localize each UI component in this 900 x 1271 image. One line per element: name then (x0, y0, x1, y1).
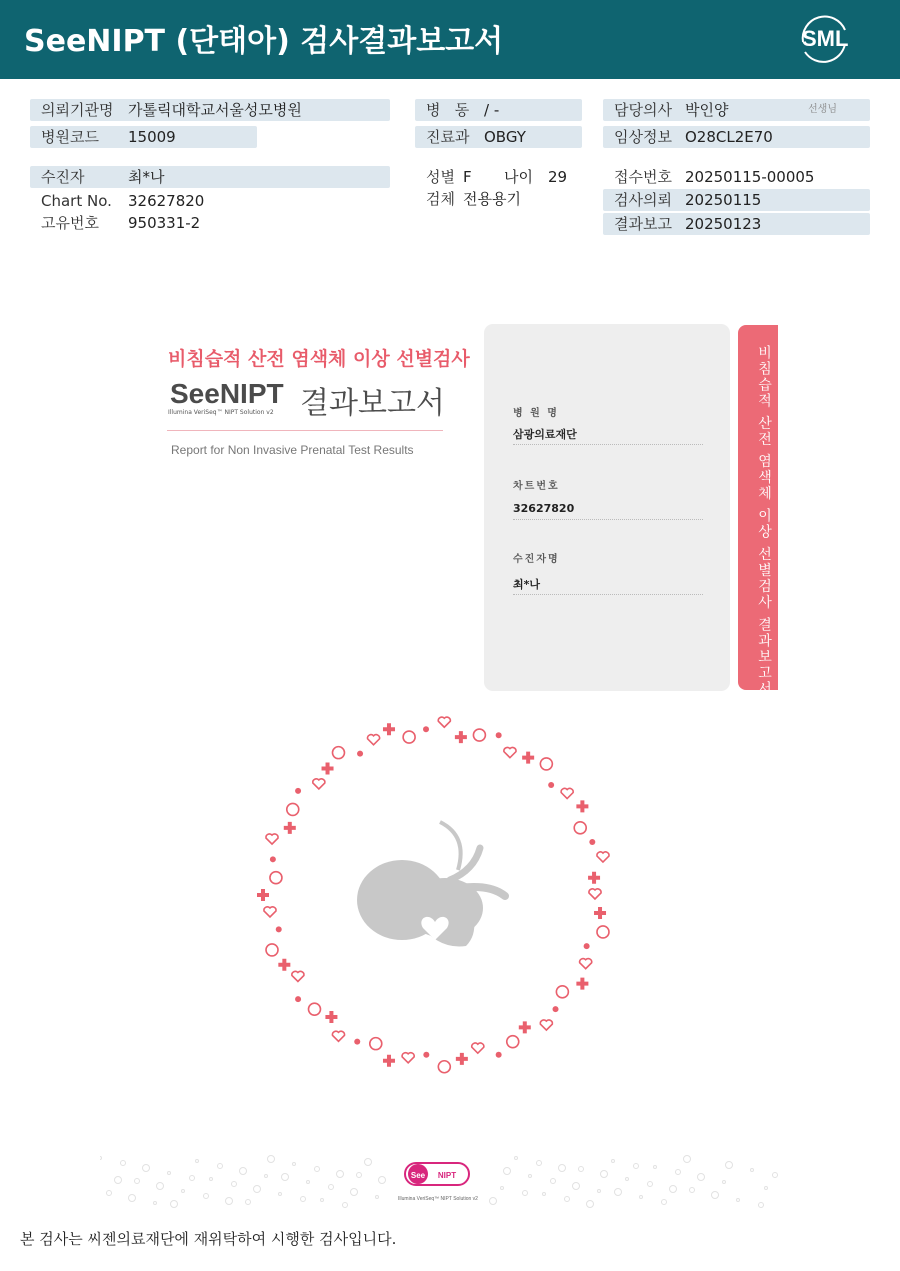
fetus-illustration (357, 822, 505, 947)
pattern-dot (698, 1174, 705, 1181)
pattern-dot (598, 1190, 601, 1193)
heart-icon (504, 748, 516, 758)
pattern-dot (337, 1171, 344, 1178)
heart-icon (266, 834, 278, 844)
pattern-dot (751, 1169, 754, 1172)
dot-icon (423, 1052, 429, 1058)
heart-icon (540, 1020, 552, 1030)
doctor-value: 박인양 (685, 101, 729, 119)
circle-icon (597, 926, 609, 938)
pattern-dot (154, 1202, 157, 1205)
pattern-dot (107, 1191, 112, 1196)
medical-cross-icon (325, 1011, 337, 1023)
pattern-dot (293, 1163, 296, 1166)
pattern-dot (254, 1186, 261, 1193)
ward-value: / - (484, 101, 500, 119)
dot-icon (357, 751, 363, 757)
pattern-dot (765, 1187, 768, 1190)
pattern-dot (379, 1177, 386, 1184)
footer-pattern-band (100, 1152, 780, 1212)
dot-icon (548, 782, 554, 788)
department-label: 진료과 (426, 128, 470, 146)
footer-logo-subtitle: Illumina VeriSeq™ NIPT Solution v2 (398, 1196, 478, 1202)
report-title-ko: 결과보고서 (300, 386, 445, 421)
card-patient-value: 최*나 (513, 578, 541, 591)
patient-field (30, 166, 390, 188)
medical-cross-icon (576, 800, 588, 812)
medical-cross-icon (594, 907, 606, 919)
heart-icon (332, 1031, 344, 1041)
pattern-dot (226, 1198, 233, 1205)
medical-cross-icon (257, 889, 269, 901)
pattern-dot (759, 1203, 764, 1208)
circle-icon (507, 1036, 519, 1048)
pattern-dot (648, 1182, 653, 1187)
dot-icon (423, 726, 429, 732)
pattern-dot (343, 1203, 348, 1208)
cover-title-ko: 비침습적 산전 염색체 이상 선별검사 (168, 348, 470, 370)
report-header (0, 0, 900, 79)
request-date-value: 20250115 (685, 191, 762, 209)
age-label: 나이 (504, 168, 533, 186)
specimen-value: 전용용기 (463, 190, 521, 208)
card-hospital-value: 삼광의료재단 (513, 428, 577, 441)
pattern-dot (670, 1186, 677, 1193)
pattern-dot (182, 1190, 185, 1193)
circle-icon (308, 1003, 320, 1015)
pattern-dot (515, 1157, 518, 1160)
seenipt-brand: SeeNIPT (170, 378, 284, 409)
pattern-dot (100, 1157, 102, 1160)
doctor-label: 담당의사 (614, 101, 672, 119)
sml-logo-text: SML (802, 26, 849, 51)
unique-no-field (30, 212, 390, 234)
doctor-field (603, 99, 870, 121)
medical-cross-icon (588, 872, 600, 884)
circle-icon (574, 822, 586, 834)
pattern-dot (329, 1185, 334, 1190)
pattern-dot (723, 1181, 726, 1184)
department-field (415, 126, 582, 148)
dot-icon (354, 1039, 360, 1045)
heart-icon (472, 1043, 484, 1053)
circle-icon (540, 758, 552, 770)
pattern-dot (190, 1176, 195, 1181)
heart-icon (264, 907, 276, 917)
footer-logo-nipt: NIPT (437, 1171, 457, 1180)
ward-field (415, 99, 582, 121)
circle-icon (287, 803, 299, 815)
sex-age-field (415, 166, 582, 188)
receipt-no-value: 20250115-00005 (685, 168, 815, 186)
medical-cross-icon (522, 752, 534, 764)
pattern-dot (612, 1160, 615, 1163)
report-title: SeeNIPT (단태아) 검사결과보고서 (24, 24, 504, 59)
sex-label: 성별 (426, 168, 455, 186)
circle-icon (332, 747, 344, 759)
heart-icon (438, 717, 450, 727)
pattern-dot (307, 1181, 310, 1184)
pattern-dot (240, 1168, 247, 1175)
pattern-dot (351, 1189, 358, 1196)
pattern-dot (268, 1156, 275, 1163)
heart-icon (597, 852, 609, 862)
medical-cross-icon (455, 731, 467, 743)
pattern-dot (246, 1200, 251, 1205)
chart-no-value: 32627820 (128, 192, 205, 210)
card-patient-label: 수진자명 (513, 554, 560, 565)
specimen-label: 검체 (426, 190, 455, 208)
heart-icon (561, 788, 573, 798)
pattern-dot (501, 1187, 504, 1190)
pattern-dot (529, 1175, 532, 1178)
circle-icon (370, 1038, 382, 1050)
medical-cross-icon (383, 1055, 395, 1067)
footer-note: 본 검사는 씨젠의료재단에 재위탁하여 시행한 검사입니다. (20, 1230, 397, 1248)
institution-value: 가톨릭대학교서울성모병원 (128, 101, 302, 119)
clinical-info-field (603, 126, 870, 148)
pattern-dot (282, 1174, 289, 1181)
pattern-dot (737, 1199, 740, 1202)
medical-cross-icon (576, 978, 588, 990)
institution-label: 의뢰기관명 (41, 101, 114, 119)
side-tab-text: 비침습적 산전 염색체 이상 선별검사 결과보고서 (756, 345, 772, 698)
pattern-dot (634, 1164, 639, 1169)
heart-icon (402, 1053, 414, 1063)
pattern-dot (135, 1179, 140, 1184)
pattern-dot (121, 1161, 126, 1166)
pattern-dot (601, 1171, 608, 1178)
age-value: 29 (548, 168, 568, 186)
request-date-label: 검사의뢰 (614, 191, 672, 209)
pattern-dot (543, 1193, 546, 1196)
pattern-dot (676, 1170, 681, 1175)
heart-icon (580, 959, 592, 969)
card-divider (513, 519, 703, 520)
pattern-dot (196, 1160, 199, 1163)
pattern-dot (662, 1200, 667, 1205)
medical-cross-icon (383, 723, 395, 735)
medical-cross-icon (322, 762, 334, 774)
medical-cross-icon (278, 959, 290, 971)
pattern-dot (690, 1188, 695, 1193)
pattern-dot (537, 1161, 542, 1166)
dot-icon (496, 1052, 502, 1058)
pattern-dot (551, 1179, 556, 1184)
hospital-code-value: 15009 (128, 128, 176, 146)
pattern-dot (640, 1196, 643, 1199)
card-chart-label: 차트번호 (513, 481, 560, 492)
receipt-no-label: 접수번호 (614, 168, 672, 186)
pattern-dot (171, 1201, 178, 1208)
dot-icon (553, 1006, 559, 1012)
doctor-suffix: 선생님 (808, 104, 837, 115)
medical-cross-icon (456, 1053, 468, 1065)
pattern-dot (218, 1164, 223, 1169)
pattern-dot (712, 1192, 719, 1199)
report-date-label: 결과보고 (614, 215, 672, 233)
unique-no-label: 고유번호 (41, 214, 99, 232)
dot-icon (584, 943, 590, 949)
dot-icon (496, 732, 502, 738)
pattern-dot (204, 1194, 209, 1199)
sex-value: F (463, 168, 472, 186)
cover-divider (167, 430, 443, 431)
dot-icon (589, 839, 595, 845)
pattern-dot (357, 1173, 362, 1178)
prenatal-icon-ring (250, 710, 620, 1080)
pattern-dot (579, 1167, 584, 1172)
pattern-dot (115, 1177, 122, 1184)
pattern-dot (504, 1168, 511, 1175)
hospital-code-field (30, 126, 257, 148)
institution-field (30, 99, 390, 121)
circle-icon (473, 729, 485, 741)
pattern-dot (490, 1198, 497, 1205)
dot-icon (276, 926, 282, 932)
dot-icon (295, 788, 301, 794)
pattern-dot (365, 1159, 372, 1166)
clinical-info-label: 임상정보 (614, 128, 672, 146)
pattern-dot (565, 1197, 570, 1202)
pattern-dot (684, 1156, 691, 1163)
pattern-dot (143, 1165, 150, 1172)
card-divider (513, 594, 703, 595)
pattern-dot (573, 1183, 580, 1190)
pattern-dot (726, 1162, 733, 1169)
ward-label: 병 동 (426, 101, 470, 119)
dot-icon (295, 996, 301, 1002)
medical-cross-icon (284, 822, 296, 834)
report-date-value: 20250123 (685, 215, 762, 233)
report-date-field (603, 213, 870, 235)
pattern-dot (279, 1193, 282, 1196)
report-title-en: Report for Non Invasive Prenatal Test Results (171, 443, 414, 457)
pattern-dot (321, 1199, 324, 1202)
pattern-dot (265, 1175, 268, 1178)
pattern-dot (587, 1201, 594, 1208)
circle-icon (556, 986, 568, 998)
card-hospital-label: 병 원 명 (513, 408, 559, 419)
heart-icon (368, 735, 380, 745)
specimen-field (415, 188, 582, 210)
pattern-dot (626, 1178, 629, 1181)
pattern-dot (315, 1167, 320, 1172)
circle-icon (266, 944, 278, 956)
hospital-code-label: 병원코드 (41, 128, 99, 146)
pattern-dot (615, 1189, 622, 1196)
pattern-dot (654, 1166, 657, 1169)
circle-icon (270, 872, 282, 884)
pattern-dot (129, 1195, 136, 1202)
chart-no-label: Chart No. (41, 192, 112, 210)
pattern-dot (523, 1191, 528, 1196)
medical-cross-icon (519, 1021, 531, 1033)
card-divider (513, 444, 703, 445)
unique-no-value: 950331-2 (128, 214, 201, 232)
clinical-info-value: O28CL2E70 (685, 128, 773, 146)
pattern-dot (301, 1197, 306, 1202)
department-value: OBGY (484, 128, 526, 146)
pattern-dot (773, 1173, 778, 1178)
receipt-no-field (603, 166, 870, 188)
circle-icon (403, 731, 415, 743)
brand-subtitle: Illumina VeriSeq™ NIPT Solution v2 (168, 409, 274, 416)
pattern-dot (376, 1196, 379, 1199)
chart-no-field (30, 190, 390, 212)
pattern-dot (232, 1182, 237, 1187)
footer-logo-see: See (410, 1171, 426, 1180)
heart-icon (292, 971, 304, 981)
request-date-field (603, 189, 870, 211)
dot-icon (270, 856, 276, 862)
patient-value: 최*나 (128, 168, 165, 186)
pattern-dot (559, 1165, 566, 1172)
pattern-dot (157, 1183, 164, 1190)
patient-label: 수진자 (41, 168, 85, 186)
pattern-dot (168, 1172, 171, 1175)
pattern-dot (210, 1178, 213, 1181)
heart-icon (313, 779, 325, 789)
heart-icon (589, 889, 601, 899)
circle-icon (438, 1061, 450, 1073)
card-chart-value: 32627820 (513, 502, 575, 515)
